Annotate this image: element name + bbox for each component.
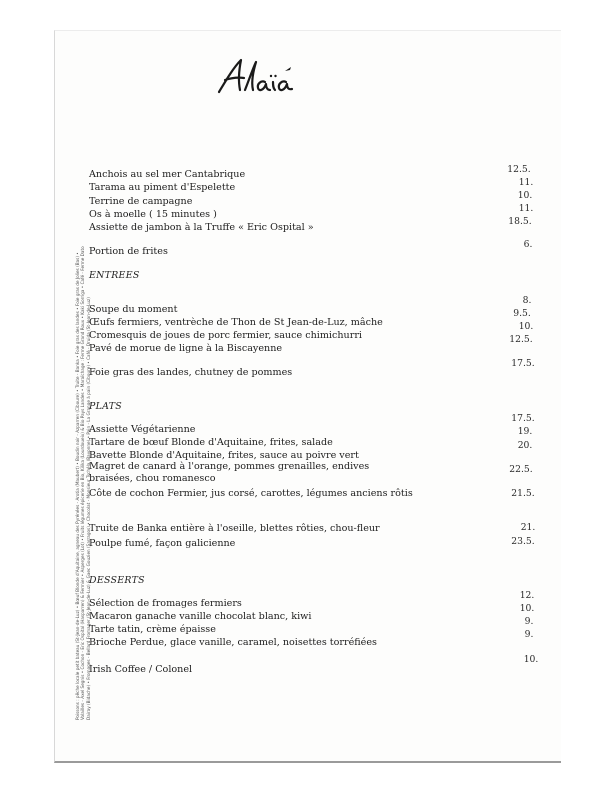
menu-item-price: 10. bbox=[523, 654, 539, 665]
menu-item-name: Terrine de campagne bbox=[89, 196, 193, 207]
menu-item-name: Tartare de bœuf Blonde d'Aquitaine, frites, salade bbox=[89, 437, 333, 448]
menu-item-price: 23.5. bbox=[511, 536, 535, 547]
menu-item-price: 12.5. bbox=[507, 164, 531, 175]
menu-item-name: Sélection de fromages fermiers bbox=[89, 598, 242, 609]
brand-logo-script bbox=[213, 54, 303, 98]
menu-item-name: Macaron ganache vanille chocolat blanc, kiwi bbox=[89, 611, 312, 622]
menu-item-name: Truite de Banka entière à l'oseille, blettes rôties, chou-fleur bbox=[89, 523, 380, 534]
section-title-desserts: DESSERTS bbox=[89, 575, 145, 586]
menu-sheet bbox=[54, 30, 561, 763]
menu-item-price: 18.5. bbox=[508, 216, 532, 227]
menu-item-price: 6. bbox=[523, 239, 533, 250]
menu-item-name: Tarama au piment d'Espelette bbox=[89, 182, 236, 193]
menu-item-price: 10. bbox=[518, 321, 534, 332]
suppliers-line: Volailles - Axel Segnis • Cochon - Eric Ospital (Hasparren) & Fermier • Asperges (Lot) • Fruits légumes épicerie en Bio, Kilika (Lourdoueix) & Bio Pays Landes • Maraîchage : Ferme Grand Roux • Kaki Sorriga • Café - Ferme Dato bbox=[80, 246, 86, 720]
menu-item-price: 10. bbox=[517, 190, 533, 201]
brand-logo bbox=[213, 54, 303, 98]
menu-item-name: Os à moelle ( 15 minutes ) bbox=[89, 209, 217, 220]
menu-item-name: Pavé de morue de ligne à la Biscayenne bbox=[89, 343, 283, 354]
menu-item-price: 12. bbox=[519, 590, 535, 601]
section-title-plats: PLATS bbox=[89, 401, 122, 412]
menu-item-price: 21.5. bbox=[511, 488, 535, 499]
menu-item-price: 19. bbox=[517, 426, 533, 437]
menu-item-name: Poulpe fumé, façon galicienne bbox=[89, 538, 236, 549]
suppliers-line: Dairay (Bidache) • Fromages - Bellard Fromager (St-Jean-de-Luz) & Gaec Gouzien (Sarragos) • Chocolat - Monsieur Tschéla (Bayonne) • Pain - La Grange à pain (Ciboure) • Café - Druida (St-Jean-de-Luz) bbox=[85, 297, 91, 720]
menu-item-name: Tarte tatin, crème épaisse bbox=[89, 624, 216, 635]
menu-item-name: Assiette de jambon à la Truffe « Eric Ospital » bbox=[89, 222, 314, 233]
menu-item-price: 10. bbox=[519, 603, 535, 614]
menu-item-name: Soupe du moment bbox=[89, 304, 178, 315]
section-title-entrees: ENTREES bbox=[89, 270, 140, 281]
menu-item-name: Œufs fermiers, ventrèche de Thon de St Jean-de-Luz, mâche bbox=[89, 317, 383, 328]
menu-item-name: Brioche Perdue, glace vanille, caramel, noisettes torréfiées bbox=[89, 637, 377, 648]
menu-item-name: Anchois au sel mer Cantabrique bbox=[89, 169, 246, 180]
menu-item-price: 12.5. bbox=[509, 334, 533, 345]
menu-item-name: Assiette Végétarienne bbox=[89, 424, 196, 435]
menu-item-price: 20. bbox=[517, 440, 533, 451]
menu-item-name: Cromesquis de joues de porc fermier, sauce chimichurri bbox=[89, 330, 362, 341]
menu-item-price: 11. bbox=[518, 203, 534, 214]
menu-item-price: 9. bbox=[524, 616, 534, 627]
menu-item-name: Portion de frites bbox=[89, 246, 168, 257]
menu-item-name: Irish Coffee / Colonel bbox=[89, 664, 193, 675]
menu-item-price: 9. bbox=[524, 629, 534, 640]
menu-item-price: 21. bbox=[520, 522, 536, 533]
menu-item-name: Magret de canard à l'orange, pommes grenailles, endives braisées, chou romanesco bbox=[89, 461, 370, 484]
menu-item-name: Bavette Blonde d'Aquitaine, frites, sauce au poivre vert bbox=[89, 450, 359, 461]
suppliers-line: Poissons : pêche locale petit bateau (St-Jean-de-Luz) • Bœuf Blonde d'Aquitaine, agneau des Pyrénées - Arotia (Maubert) • Boudin noir - Azparren (Ciboure) • Truite - Banka • Foie gras des landes • Foie gras de Jolies (Bas) • bbox=[75, 252, 80, 720]
menu-item-name: Foie gras des landes, chutney de pommes bbox=[89, 367, 293, 378]
menu-item-price: 17.5. bbox=[511, 358, 535, 369]
menu-item-price: 22.5. bbox=[509, 464, 533, 475]
menu-item-price: 11. bbox=[518, 177, 534, 188]
menu-item-price: 8. bbox=[522, 295, 532, 306]
menu-item-price: 17.5. bbox=[511, 413, 535, 424]
menu-item-price: 9.5. bbox=[513, 308, 531, 319]
menu-item-name: Côte de cochon Fermier, jus corsé, carottes, légumes anciens rôtis bbox=[89, 488, 413, 499]
